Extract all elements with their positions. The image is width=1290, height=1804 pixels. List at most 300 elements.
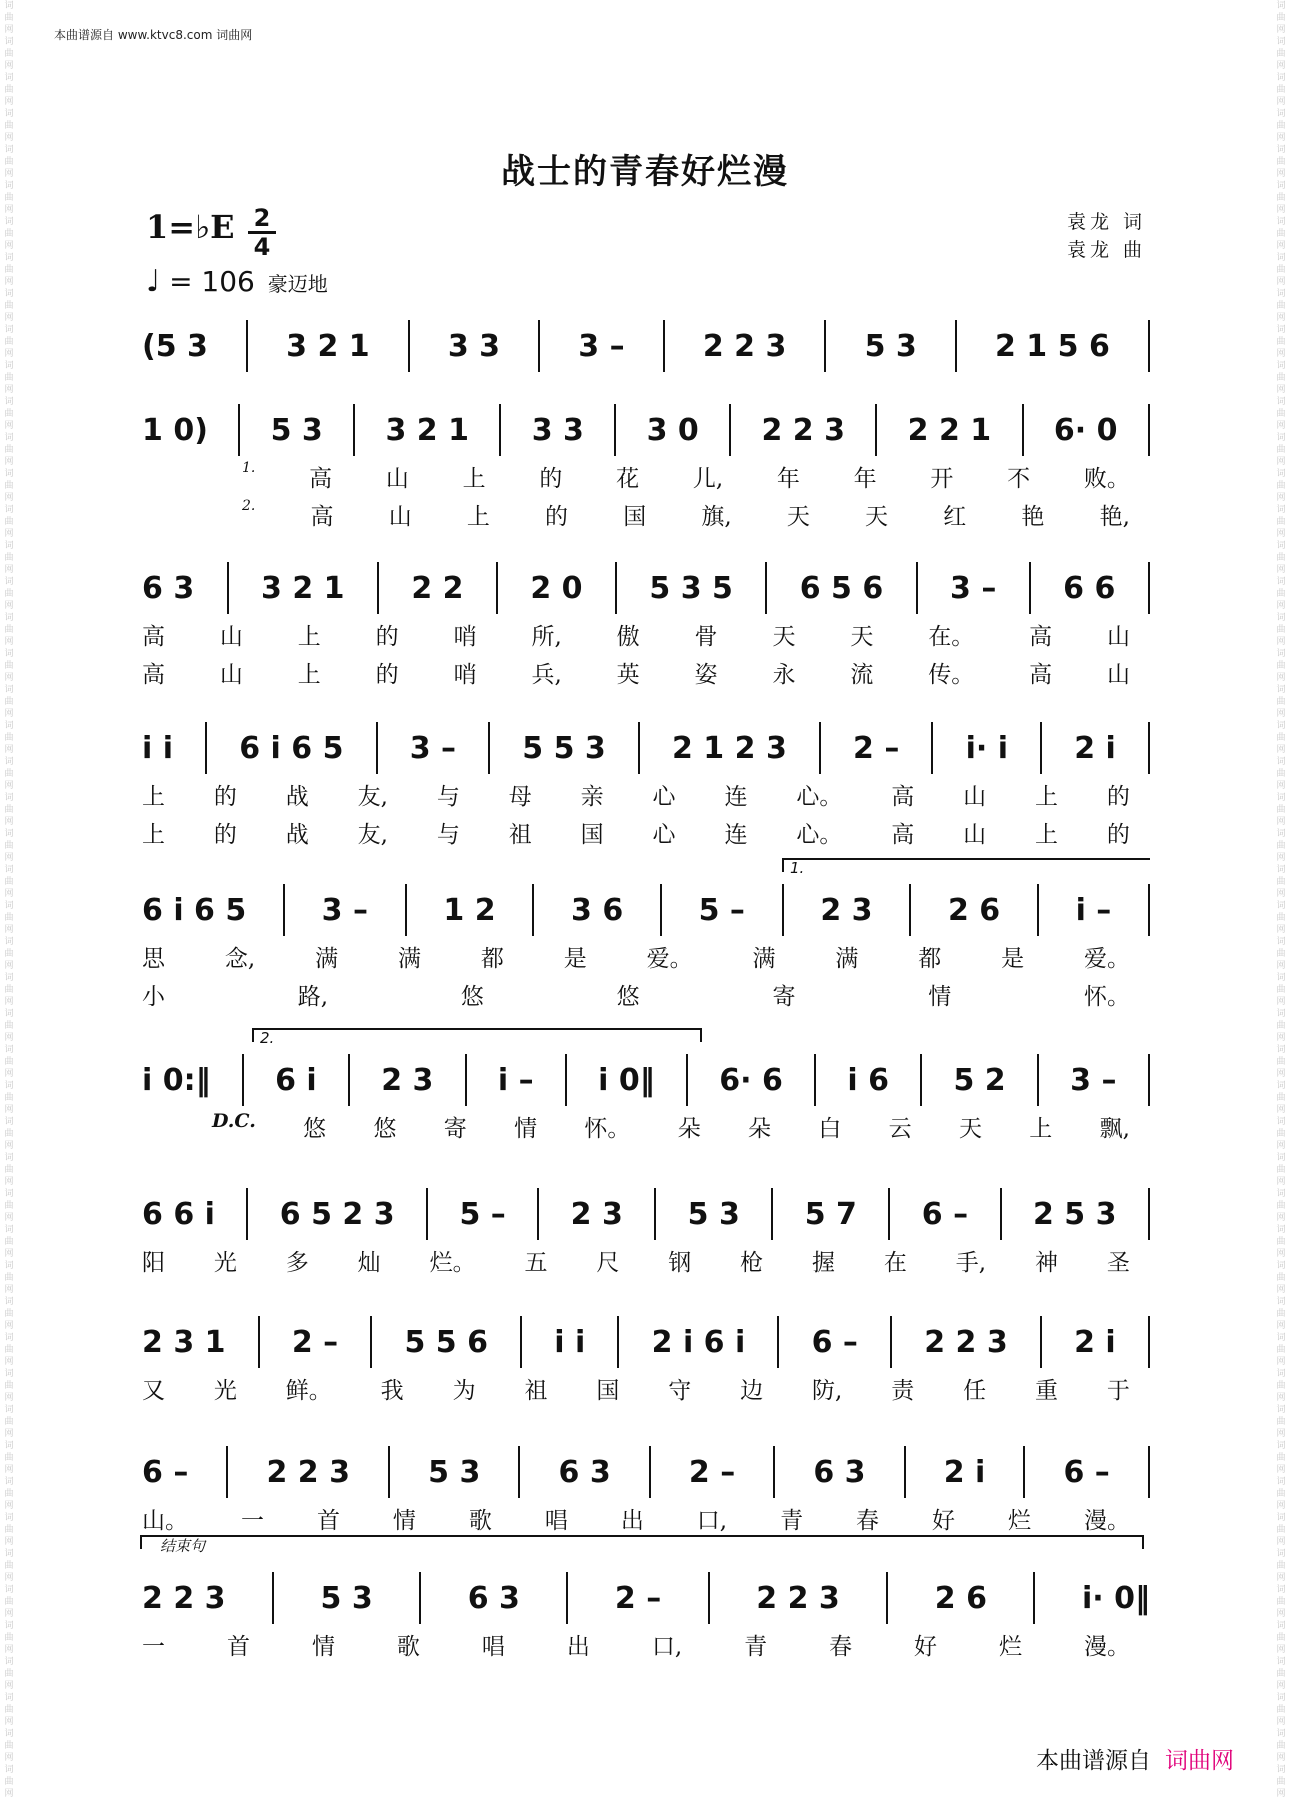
barline: [814, 1054, 816, 1106]
lyric-syllable: 儿,: [692, 466, 724, 492]
lyric-syllable: 朵: [677, 1116, 701, 1142]
lyric-syllable: 天: [772, 624, 796, 650]
measure: (5 3: [142, 328, 208, 364]
measure: 6 5 2 3: [279, 1196, 395, 1232]
barline: [920, 1054, 922, 1106]
barline: [615, 562, 617, 614]
barline: [824, 320, 826, 372]
coda-bracket: 结束句: [140, 1535, 1144, 1549]
lyric-syllable: 情: [392, 1508, 416, 1534]
lyric-line: [142, 940, 1150, 978]
lyric-syllable: 亲: [580, 784, 604, 810]
lyric-syllable: 上: [1029, 1116, 1053, 1142]
lyric-syllable: 传。: [928, 662, 975, 688]
music-line: [142, 1442, 1150, 1502]
lyric-syllable: 白: [818, 1116, 842, 1142]
measure: 2 2 3: [142, 1580, 226, 1616]
barline: [1023, 1446, 1025, 1498]
lyric-syllable: 情: [311, 1634, 335, 1660]
lyric-syllable: 守: [668, 1378, 692, 1404]
measure: 5 2: [953, 1062, 1006, 1098]
barline: [566, 1572, 568, 1624]
lyric-syllable: 上: [297, 662, 321, 688]
barline: [1000, 1188, 1002, 1240]
lyric-syllable: 山: [963, 822, 987, 848]
barline: [1037, 884, 1039, 936]
measure: 3 –: [578, 328, 625, 364]
measure: 2 2 3: [266, 1454, 350, 1490]
music-line: [142, 1184, 1150, 1244]
lyric-syllable: 心: [652, 822, 676, 848]
lyric-syllable: 漫。: [1083, 1508, 1130, 1534]
barline: [765, 562, 767, 614]
lyric-syllable: 流: [850, 662, 874, 688]
score-system: [142, 316, 1150, 376]
credits: [1067, 208, 1146, 264]
tempo-value: = 106: [169, 265, 255, 298]
lyric-syllable: 的: [213, 784, 237, 810]
lyric-syllable: 光: [213, 1378, 237, 1404]
barline: [771, 1188, 773, 1240]
lyric-syllable: 战: [285, 784, 309, 810]
barline: [272, 1572, 274, 1624]
lyric-syllable: 唱: [544, 1508, 568, 1534]
lyric-syllable: 责: [891, 1378, 915, 1404]
lyric-syllable: 都: [918, 946, 942, 972]
lyric-syllable: 又: [142, 1378, 165, 1404]
lyric-syllable: 天: [865, 504, 889, 530]
measure: 1 0): [142, 412, 208, 448]
score-system: [142, 1568, 1150, 1666]
lyric-syllable: 情: [928, 984, 952, 1010]
measure: 2 6: [947, 892, 1001, 928]
source-note-top: 本曲谱源自 www.ktvc8.com 词曲网: [54, 28, 253, 42]
lyric-syllable: 上: [297, 624, 321, 650]
measure: 6 5 6: [799, 570, 884, 606]
barline: [376, 722, 378, 774]
lyric-syllable: 高: [1029, 662, 1053, 688]
lyric-syllable: 手,: [955, 1250, 987, 1276]
barline: [890, 1316, 892, 1368]
lyric-line: [142, 778, 1150, 816]
measure: 3 3: [531, 412, 584, 448]
lyric-line: [142, 816, 1150, 854]
barline: [1040, 722, 1042, 774]
measure: 3 0: [646, 412, 699, 448]
lyric-syllable: 念,: [224, 946, 256, 972]
lyric-syllable: 钢: [668, 1250, 692, 1276]
measure: 6· 0: [1053, 412, 1118, 448]
lyric-syllable: 烂: [999, 1634, 1022, 1660]
barline: [1148, 404, 1150, 456]
measure: 3 2 1: [385, 412, 469, 448]
barline: [729, 404, 731, 456]
measure: 6 i 6 5: [142, 892, 247, 928]
lyric-line: [142, 1372, 1150, 1410]
barline: [405, 884, 407, 936]
measure: i –: [497, 1062, 534, 1098]
barline: [377, 562, 379, 614]
lyric-syllable: 国: [596, 1378, 620, 1404]
measure: 6 –: [142, 1454, 189, 1490]
lyric-syllable: 悠: [373, 1116, 397, 1142]
measure: i –: [1075, 892, 1112, 928]
barline: [408, 320, 410, 372]
measure: 6 –: [921, 1196, 969, 1232]
source-text: 本曲谱源自: [1036, 1748, 1151, 1774]
lyric-syllable: 友,: [357, 784, 388, 810]
barline: [226, 1446, 228, 1498]
lyric-syllable: 山: [219, 662, 243, 688]
lyric-syllable: 骨: [694, 624, 718, 650]
meter-bottom: 4: [253, 233, 271, 261]
lyric-syllable: 姿: [694, 662, 718, 688]
barline: [532, 884, 534, 936]
lyric-syllable: 悠: [303, 1116, 327, 1142]
lyric-syllable: 歌: [468, 1508, 492, 1534]
lyric-syllable: 傲: [616, 624, 640, 650]
barline: [496, 562, 498, 614]
barline: [916, 562, 918, 614]
music-line: [142, 316, 1150, 376]
measure: 2 i: [1074, 1324, 1116, 1360]
barline: [1148, 320, 1150, 372]
lyric-syllable: 路,: [297, 984, 329, 1010]
lyric-syllable: 与: [436, 822, 460, 848]
measure: i· 0‖: [1081, 1580, 1150, 1616]
tempo-style: 豪迈地: [267, 272, 328, 296]
measure: 5 3: [864, 328, 917, 364]
barline: [1022, 404, 1024, 456]
lyric-syllable: 天: [850, 624, 874, 650]
barline: [488, 722, 490, 774]
lyric-syllable: 好: [914, 1634, 938, 1660]
barline: [777, 1316, 779, 1368]
lyric-syllable: 为: [452, 1378, 476, 1404]
lyric-syllable: 是: [1001, 946, 1025, 972]
barline: [663, 320, 665, 372]
lyric-syllable: 春: [829, 1634, 853, 1660]
measure: 5 3: [428, 1454, 481, 1490]
lyric-syllable: 一: [142, 1634, 165, 1660]
lyric-syllable: 青: [744, 1634, 768, 1660]
score-system: [142, 1442, 1150, 1540]
measure: 2 0: [530, 570, 583, 606]
left-watermark: 词曲网词曲网词曲网词曲网词曲网词曲网词曲网词曲网词曲网词曲网词曲网词曲网词曲网词曲网词曲网词曲网词曲网词曲网词曲网词曲网词曲网词曲网词曲网词曲网词曲网词曲网词曲网词曲网词曲网词曲网词曲网词曲网词曲网词曲网词曲网词曲网词曲网词曲网词曲网词曲网词曲网词曲网词曲网词曲网词曲网词曲网词曲网词曲网词曲网词曲网: [4, 1, 14, 1799]
barline: [518, 1446, 520, 1498]
barline: [370, 1316, 372, 1368]
lyric-syllable: 春: [856, 1508, 880, 1534]
lyric-syllable: 上: [462, 466, 486, 492]
lyric-syllable: 的: [1106, 784, 1130, 810]
lyric-syllable: 满: [752, 946, 776, 972]
lyric-syllable: 艳: [1021, 504, 1045, 530]
lyric-syllable: 飘,: [1099, 1116, 1130, 1142]
tempo-marking: [146, 264, 328, 299]
lyric-syllable: 高: [142, 662, 165, 688]
measure: 3 6: [571, 892, 624, 928]
lyric-syllable: 尺: [596, 1250, 620, 1276]
barline: [499, 404, 501, 456]
barline: [1037, 1054, 1039, 1106]
barline: [1033, 1572, 1035, 1624]
lyric-syllable: 山: [963, 784, 987, 810]
lyric-syllable: 红: [943, 504, 967, 530]
lyric-syllable: 高: [309, 466, 333, 492]
barline: [283, 884, 285, 936]
lyric-syllable: 的: [539, 466, 563, 492]
measure: 6 6: [1063, 570, 1116, 606]
lyric-syllable: 高: [1029, 624, 1053, 650]
lyric-syllable: 光: [213, 1250, 237, 1276]
lyric-line: [142, 1244, 1150, 1282]
score-system: [142, 718, 1150, 854]
lyric-syllable: 败。: [1083, 466, 1130, 492]
barline: [205, 722, 207, 774]
barline: [419, 1572, 421, 1624]
barline: [1148, 1316, 1150, 1368]
lyric-syllable: 歌: [396, 1634, 420, 1660]
lyric-syllable: 国: [580, 822, 604, 848]
lyric-syllable: 灿: [357, 1250, 381, 1276]
measure: i· i: [965, 730, 1009, 766]
barline: [773, 1446, 775, 1498]
measure: 6 i: [275, 1062, 317, 1098]
lyric-syllable: 的: [213, 822, 237, 848]
barline: [782, 884, 784, 936]
lyric-syllable: 寄: [772, 984, 796, 1010]
lyric-syllable: 的: [375, 662, 399, 688]
right-watermark: 词曲网词曲网词曲网词曲网词曲网词曲网词曲网词曲网词曲网词曲网词曲网词曲网词曲网词曲网词曲网词曲网词曲网词曲网词曲网词曲网词曲网词曲网词曲网词曲网词曲网词曲网词曲网词曲网词曲网词曲网词曲网词曲网词曲网词曲网词曲网词曲网词曲网词曲网词曲网词曲网词曲网词曲网词曲网词曲网词曲网词曲网词曲网词曲网词曲网词曲网: [1276, 1, 1286, 1799]
barline: [819, 722, 821, 774]
lyric-syllable: 山: [388, 504, 412, 530]
lyric-syllable: 爱。: [1083, 946, 1130, 972]
lyric-syllable: 悠: [460, 984, 484, 1010]
measure: 2 2: [411, 570, 464, 606]
lyric-syllable: 国: [623, 504, 647, 530]
measure: 3 –: [409, 730, 457, 766]
lyric-syllable: 1.: [242, 460, 256, 476]
lyric-syllable: 口,: [696, 1508, 728, 1534]
lyric-syllable: 满: [397, 946, 421, 972]
lyric-syllable: 2.: [242, 498, 256, 514]
measure: 6 6 i: [142, 1196, 215, 1232]
music-line: [142, 718, 1150, 778]
lyric-syllable: 山。: [142, 1508, 188, 1534]
measure: 3 3: [447, 328, 501, 364]
lyric-syllable: 永: [772, 662, 796, 688]
lyric-syllable: 友,: [357, 822, 388, 848]
music-line: [142, 558, 1150, 618]
measure: 2 2 3: [756, 1580, 840, 1616]
measure: 6 –: [1063, 1454, 1110, 1490]
volta-bracket: 2.: [252, 1028, 702, 1042]
score-system: [142, 859, 1150, 1016]
lyric-syllable: 上: [1035, 822, 1058, 848]
lyric-syllable: 都: [480, 946, 504, 972]
measure: i 0‖: [598, 1062, 655, 1098]
lyric-syllable: 英: [616, 662, 640, 688]
lyric-line: [142, 1628, 1150, 1666]
barline: [1148, 1188, 1150, 1240]
lyric-line: [142, 1110, 1150, 1148]
measure: 3 2 1: [286, 328, 370, 364]
lyric-syllable: 朵: [748, 1116, 772, 1142]
barline: [227, 562, 229, 614]
lyric-syllable: 多: [285, 1250, 309, 1276]
lyric-syllable: 上: [466, 504, 490, 530]
measure: 2 5 3: [1032, 1196, 1117, 1232]
lyric-syllable: 母: [508, 784, 532, 810]
measure: 3 –: [321, 892, 368, 928]
measure: 5 5 3: [522, 730, 606, 766]
measure: 5 –: [459, 1196, 506, 1232]
barline: [426, 1188, 428, 1240]
lyric-syllable: 云: [888, 1116, 912, 1142]
lyric-syllable: 枪: [740, 1250, 764, 1276]
lyric-syllable: 防,: [812, 1378, 843, 1404]
lyric-syllable: 开: [930, 466, 954, 492]
lyric-syllable: 一: [240, 1508, 264, 1534]
volta-bracket: 1.: [782, 858, 1150, 872]
lyric-syllable: 是: [563, 946, 587, 972]
music-line: [142, 1312, 1150, 1372]
barline: [565, 1054, 567, 1106]
lyric-syllable: 山: [385, 466, 409, 492]
music-line: [142, 1568, 1150, 1628]
lyric-syllable: 的: [545, 504, 569, 530]
measure: 2 1 5 6: [994, 328, 1110, 364]
barline: [875, 404, 877, 456]
measure: 2 i: [1074, 730, 1116, 766]
measure: 2 2 1: [907, 412, 992, 448]
barline: [886, 1572, 888, 1624]
lyric-syllable: 烂: [1007, 1508, 1031, 1534]
source-note-bottom: [1036, 1742, 1234, 1775]
measure: 6 –: [811, 1324, 858, 1360]
lyric-syllable: 天: [958, 1116, 982, 1142]
lyric-syllable: 在: [883, 1250, 907, 1276]
measure: 2 3: [820, 892, 873, 928]
barline: [238, 404, 240, 456]
lyric-syllable: 五: [524, 1250, 548, 1276]
measure: 6 3: [813, 1454, 866, 1490]
measure: i i: [142, 730, 174, 766]
lyric-syllable: 悠: [616, 984, 640, 1010]
barline: [638, 722, 640, 774]
measure: 5 –: [698, 892, 745, 928]
barline: [258, 1316, 260, 1368]
lyric-syllable: 于: [1106, 1378, 1130, 1404]
measure: i 0:‖: [142, 1062, 211, 1098]
lyric-syllable: 阳: [142, 1250, 165, 1276]
score-system: [142, 1184, 1150, 1282]
lyric-syllable: 哨: [453, 662, 477, 688]
barline: [1148, 1446, 1150, 1498]
lyric-syllable: 满: [315, 946, 339, 972]
lyric-syllable: 思: [142, 946, 165, 972]
lyric-syllable: 年: [776, 466, 800, 492]
measure: 3 2 1: [261, 570, 345, 606]
measure: 3 –: [950, 570, 997, 606]
lyric-syllable: 烂。: [429, 1250, 476, 1276]
lyric-syllable: 高: [891, 784, 915, 810]
key-signature: 1=♭E: [146, 208, 235, 246]
lyric-syllable: 的: [1106, 822, 1130, 848]
music-line: [142, 880, 1150, 940]
barline: [246, 1188, 248, 1240]
measure: 3 –: [1070, 1062, 1117, 1098]
measure: 1 2: [443, 892, 496, 928]
lyric-syllable: 天: [786, 504, 810, 530]
da-capo-mark: D.C.: [212, 1110, 256, 1132]
measure: 2 i 6 i: [651, 1324, 746, 1360]
lyric-syllable: 首: [226, 1634, 250, 1660]
lyric-syllable: 口,: [651, 1634, 683, 1660]
lyric-syllable: 我: [380, 1378, 404, 1404]
barline: [617, 1316, 619, 1368]
barline: [614, 404, 616, 456]
lyric-syllable: 爱。: [646, 946, 693, 972]
lyric-syllable: 兵,: [531, 662, 562, 688]
lyric-syllable: 出: [620, 1508, 644, 1534]
lyric-syllable: 战: [285, 822, 309, 848]
lyric-syllable: 所,: [531, 624, 562, 650]
measure: i 6: [847, 1062, 889, 1098]
lyric-line: [142, 618, 1150, 656]
barline: [686, 1054, 688, 1106]
lyric-line: [142, 498, 1150, 536]
barline: [1148, 884, 1150, 936]
composer: 袁龙 曲: [1066, 239, 1146, 261]
lyric-syllable: 的: [375, 624, 399, 650]
meter-top: 2: [253, 204, 271, 232]
measure: 2 3 1: [142, 1324, 226, 1360]
barline: [955, 320, 957, 372]
measure: 6 3: [142, 570, 195, 606]
lyric-syllable: 旗,: [701, 504, 732, 530]
lyric-syllable: 与: [436, 784, 460, 810]
lyric-syllable: 寄: [443, 1116, 467, 1142]
measure: 5 3: [270, 412, 323, 448]
lyric-syllable: 在。: [928, 624, 975, 650]
measure: 2 i: [943, 1454, 986, 1490]
lyric-syllable: 高: [891, 822, 915, 848]
score-system: [142, 558, 1150, 694]
measure: 2 –: [688, 1454, 736, 1490]
lyric-syllable: 祖: [524, 1378, 548, 1404]
barline: [520, 1316, 522, 1368]
quarter-note-icon: ♩: [146, 264, 161, 299]
lyric-syllable: 山: [1107, 624, 1130, 650]
lyric-syllable: 出: [566, 1634, 590, 1660]
lyric-syllable: 圣: [1106, 1250, 1130, 1276]
measure: 5 7: [804, 1196, 857, 1232]
lyric-syllable: 满: [835, 946, 859, 972]
lyric-line: [142, 656, 1150, 694]
lyric-syllable: 重: [1035, 1378, 1058, 1404]
barline: [1040, 1316, 1042, 1368]
measure: 2 3: [570, 1196, 623, 1232]
lyric-syllable: 任: [963, 1378, 987, 1404]
lyric-syllable: 高: [142, 624, 165, 650]
lyric-syllable: 漫。: [1083, 1634, 1130, 1660]
lyric-syllable: 鲜。: [285, 1378, 332, 1404]
barline: [388, 1446, 390, 1498]
lyric-syllable: 小: [142, 984, 165, 1010]
barline: [1148, 722, 1150, 774]
lyricist: 袁龙 词: [1066, 211, 1146, 233]
